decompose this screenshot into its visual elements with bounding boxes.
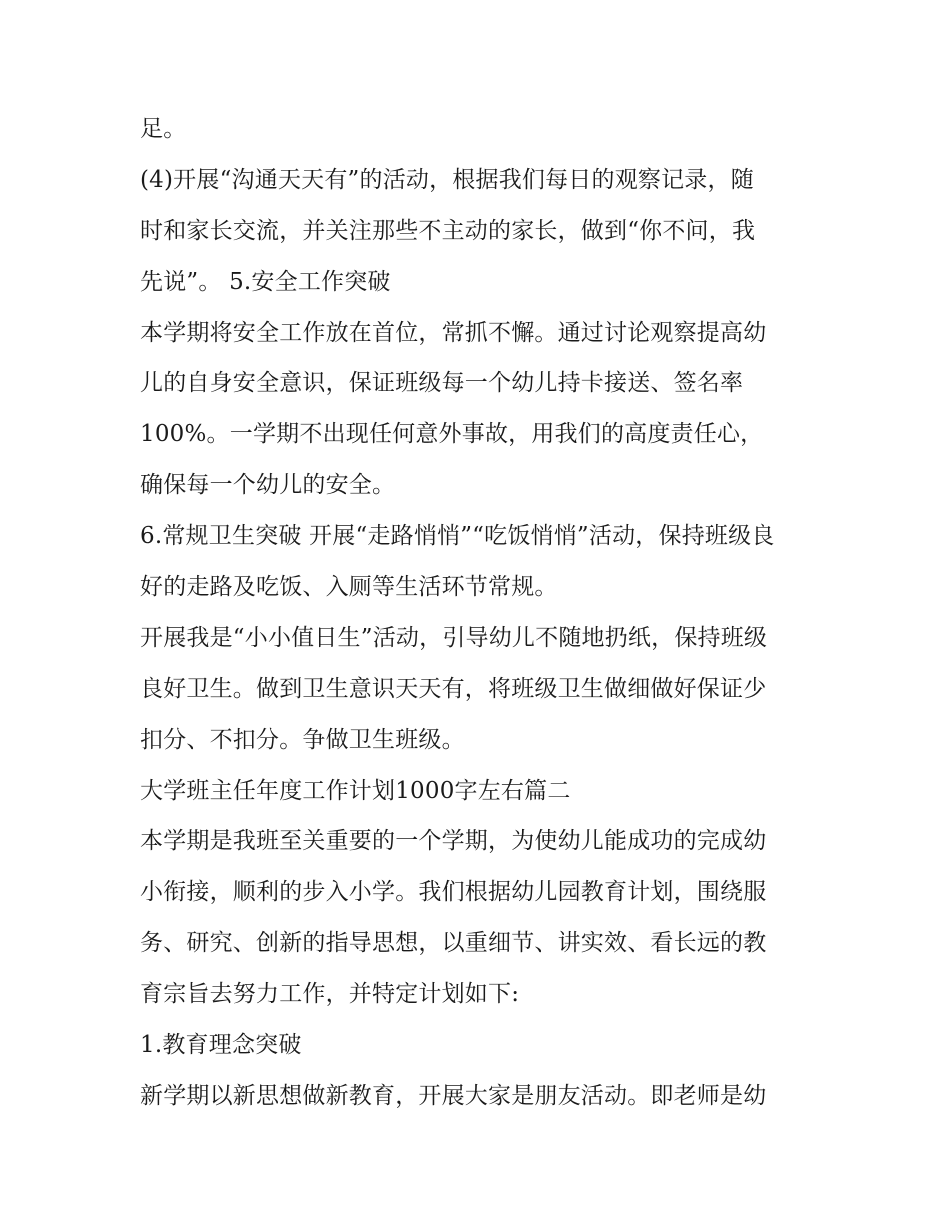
text-line: 确保每一个幼儿的安全。: [140, 472, 396, 499]
section-heading: 大学班主任年度工作计划1000字左右篇二: [140, 777, 571, 804]
document-body: [140, 104, 820, 1122]
text-line: 先说”。 5.安全工作突破: [140, 268, 391, 295]
subsection-heading: 1.教育理念突破: [140, 1032, 302, 1059]
text-line: 新学期以新思想做新教育，开展大家是朋友活动。即老师是幼: [140, 1082, 767, 1109]
text-line: 本学期是我班至关重要的一个学期，为使幼儿能成功的完成幼: [140, 828, 767, 855]
text-line: 时和家长交流，并关注那些不主动的家长，做到“你不问，我: [140, 217, 756, 244]
text-line: (4)开展“沟通天天有”的活动，根据我们每日的观察记录，随: [140, 166, 754, 193]
text-line: 扣分、不扣分。争做卫生班级。: [140, 726, 465, 753]
text-line: 小衔接，顺利的步入小学。我们根据幼儿园教育计划，围绕服: [140, 879, 767, 906]
text-line: 良好卫生。做到卫生意识天天有，将班级卫生做细做好保证少: [140, 675, 767, 702]
text-line: 6.常规卫生突破 开展“走路悄悄”“吃饭悄悄”活动，保持班级良: [140, 523, 775, 550]
text-line: 儿的自身安全意识，保证班级每一个幼儿持卡接送、签名率: [140, 370, 744, 397]
text-line: 务、研究、创新的指导思想，以重细节、讲实效、看长远的教: [140, 930, 767, 957]
text-line: 好的走路及吃饭、入厕等生活环节常规。: [140, 574, 558, 601]
text-line: 育宗旨去努力工作，并特定计划如下:: [140, 981, 520, 1008]
text-line: 100%。一学期不出现任何意外事故，用我们的高度责任心，: [140, 421, 764, 448]
text-line: 足。: [140, 116, 187, 142]
text-line: 本学期将安全工作放在首位，常抓不懈。通过讨论观察提高幼: [140, 319, 767, 346]
text-line: 开展我是“小小值日生”活动，引导幼儿不随地扔纸，保持班级: [140, 624, 768, 651]
